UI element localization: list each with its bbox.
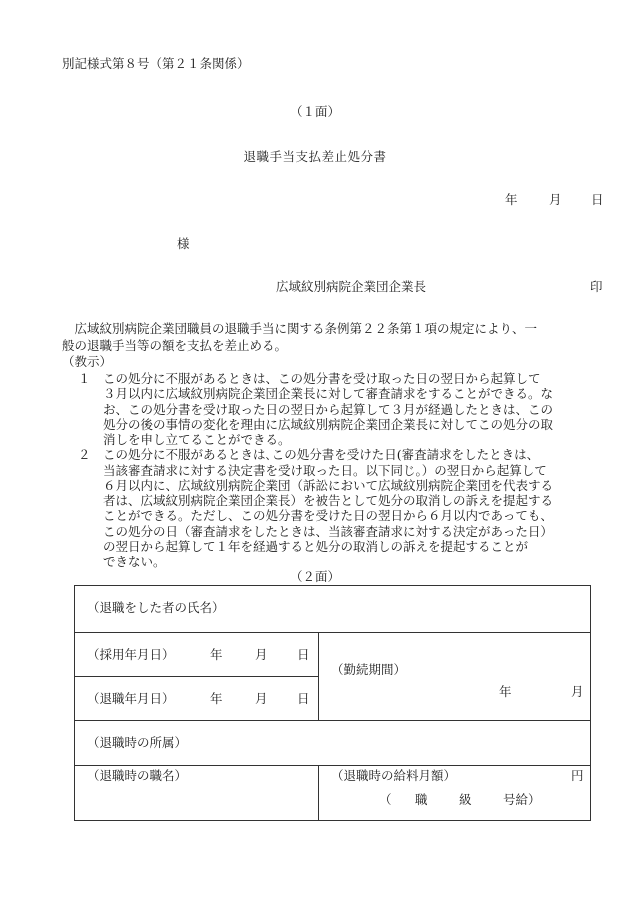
hire-date-cell <box>75 633 319 677</box>
yen-unit: 円 <box>571 768 584 783</box>
instruction-line: 当該審査請求に対する決定書を受け取った日。以下同じ。）の翌日から起算して <box>78 462 547 478</box>
salary-label: （退職時の給料月額） <box>331 768 457 783</box>
retirement-info-table <box>74 585 591 821</box>
grade-shoku: 職 <box>415 792 428 807</box>
hire-month: 月 <box>255 647 268 662</box>
date-day: 日 <box>591 192 604 207</box>
instruction-line: 消しを申し立てることができる。 <box>78 432 291 447</box>
instruction-line: ことができる。ただし、この処分書を受けた日の翌日から６月以内であっても、 <box>78 508 553 524</box>
instruction-line: ３月以内に広域紋別病院企業団企業長に対して審査請求をすることができる。な <box>78 386 554 402</box>
instruction-line: １ この処分に不服があるときは、この処分書を受け取った日の翌日から起算して <box>78 371 541 386</box>
department-label: （退職時の所属） <box>87 735 188 750</box>
date-month: 月 <box>549 192 562 207</box>
instruction-line: ６月以内に、広域紋別病院企業団（訴訟において広域紋別病院企業団を代表する <box>78 477 554 493</box>
addressee-suffix: 様 <box>177 236 190 251</box>
document-title: 退職手当支払差止処分書 <box>243 149 387 164</box>
instruction-line: ２ この処分に不服があるときは､この処分書を受けた日(審査請求をしたときは、 <box>78 447 540 463</box>
instruction-line: できない。 <box>78 554 166 569</box>
service-label: （勤続期間） <box>331 662 407 677</box>
instruction-line: 処分の後の事情の変化を理由に広域紋別病院企業団企業長に対してこの処分の取 <box>78 416 554 432</box>
department-cell <box>75 721 591 766</box>
retire-year: 年 <box>210 691 223 706</box>
service-month: 月 <box>571 684 584 699</box>
body-line: 般の退職手当等の額を支払を差止める。 <box>62 338 288 353</box>
hire-day: 日 <box>297 647 310 662</box>
service-period-cell <box>319 633 591 721</box>
retire-date-cell <box>75 677 319 721</box>
name-cell <box>75 586 591 633</box>
seal-mark: 印 <box>590 279 603 294</box>
salary-cell <box>319 766 591 821</box>
page-label-2: （２面） <box>289 569 340 584</box>
retire-month: 月 <box>255 691 268 706</box>
retire-day: 日 <box>297 691 310 706</box>
service-year: 年 <box>499 684 512 699</box>
name-label: （退職をした者の氏名） <box>87 600 225 615</box>
position-label: （退職時の職名） <box>87 768 188 783</box>
date-year: 年 <box>505 192 518 207</box>
instruction-line: この処分の日（審査請求をしたときは、当該審査請求に対する決定があった日） <box>78 523 553 539</box>
retire-date-label: （退職年月日） <box>87 691 175 706</box>
instruction-line: 者は、広域紋別病院企業団企業長）を被告として処分の取消しの訴えを提起する <box>78 493 554 508</box>
body-line: 広域紋別病院企業団職員の退職手当に関する条例第２２条第１項の規定により、一 <box>62 321 538 336</box>
instruction-line: の翌日から起算して１年を経過すると処分の取消しの訴えを提起することが <box>78 538 529 554</box>
grade-gokyu: 号給） <box>503 792 541 807</box>
position-cell <box>75 766 319 821</box>
grade-open: （ <box>379 792 392 807</box>
hire-year: 年 <box>210 647 223 662</box>
issuer-name: 広域紋別病院企業団企業長 <box>276 279 427 294</box>
instruction-heading: （教示） <box>62 354 113 369</box>
hire-date-label: （採用年月日） <box>87 647 175 662</box>
page-label-1: （１面） <box>289 104 340 119</box>
instruction-line: お、この処分書を受け取った日の翌日から起算して３月が経過したときは、この <box>78 401 554 417</box>
form-number: 別記様式第８号（第２１条関係） <box>62 56 250 71</box>
grade-kyu: 級 <box>459 792 472 807</box>
